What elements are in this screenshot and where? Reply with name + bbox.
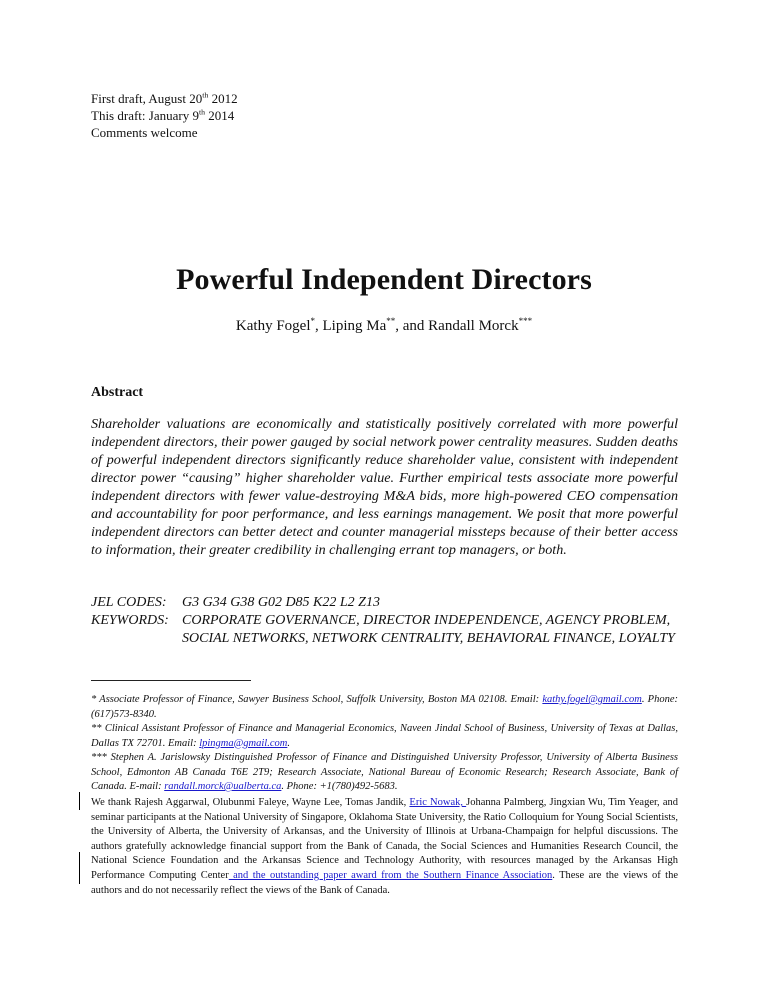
this-draft-line: This draft: January 9th 2014: [91, 107, 235, 123]
revision-bar: [79, 852, 80, 884]
author-footnotes: [91, 693, 678, 795]
abstract-body: Shareholder valuations are economically and statistically positively correlated with more powerful independent directors, their power gauged by social network power centrality measures. Sudden deaths of powerful independent directors significantly reduce shareholder value, consistent with independent director power “causing” higher shareholder value. Further empirical tests associate more powerful independent directors with fewer value-destroying M&A bids, more high-powered CEO compensation and accountability for poor performance, and less earnings management. We posit that more powerful independent directors can better detect and counter managerial missteps because of their better access to information, their greater credibility in challenging errant top managers, or both.: [91, 416, 678, 558]
paper-title: Powerful Independent Directors: [176, 263, 592, 296]
footnote-mark: **: [386, 316, 396, 326]
keywords-value: CORPORATE GOVERNANCE, DIRECTOR INDEPENDENCE, AGENCY PROBLEM, SOCIAL NETWORKS, NETWORK CENTRALITY, BEHAVIORAL FINANCE, LOYALTY: [182, 613, 675, 646]
abstract-heading: Abstract: [91, 385, 144, 400]
keywords-label: KEYWORDS:: [91, 613, 169, 628]
draft-info: [91, 90, 238, 141]
acknowledgement-paragraph: We thank Rajesh Aggarwal, Olubunmi Faleye, Wayne Lee, Tomas Jandik, Eric Nowak, Johanna Palmberg, Jingxian Wu, Tim Yeager, and seminar participants at the National University of Singapore, Oklahoma State University, the Ratio Colloquium for Young Social Scientists, the University of Alberta, the University of Arkansas, and the University of Illinois at Urbana-Champaign for helpful discussions. The authors gratefully acknowledge financial support from the Bank of Canada, the Social Sciences and Humanities Research Council, the National Science Foundation and the Arkansas Science and Technology Authority, with resources managed by the Arkansas High Performance Computing Center and the outstanding paper award from the Southern Finance Association. These are the views of the authors and do not necessarily reflect the views of the Bank of Canada.: [91, 797, 678, 896]
author-name: Randall Morck: [428, 318, 519, 334]
keywords-row: [91, 612, 691, 648]
paper-award-link[interactable]: and the outstanding paper award from the Southern Finance Association: [228, 869, 553, 881]
email-link-ma[interactable]: lpingma@gmail.com: [199, 737, 288, 749]
footnote-mark: ***: [518, 316, 533, 326]
footnote-mark: *: [310, 316, 315, 326]
author-name: Liping Ma: [322, 318, 387, 334]
eric-nowak-link[interactable]: Eric Nowak,: [409, 797, 467, 808]
footnote-fogel: * Associate Professor of Finance, Sawyer Business School, Suffolk University, Boston MA 02108. Email: kathy.fogel@gmail.com. Phone: (617)573-8340.: [91, 694, 679, 720]
revision-bar: [79, 792, 80, 810]
footnote-ma: ** Clinical Assistant Professor of Finance and Managerial Economics, Naveen Jindal School of Business, University of Texas at Dallas, Dallas TX 72701. Email: lpingma@gmail.com.: [91, 723, 678, 749]
email-link-fogel[interactable]: kathy.fogel@gmail.com: [542, 694, 642, 705]
classification-block: [91, 594, 691, 648]
comments-line: Comments welcome: [91, 125, 198, 140]
first-draft-line: First draft, August 20th 2012: [91, 90, 238, 106]
jel-codes-value: G3 G34 G38 G02 D85 K22 L2 Z13: [182, 595, 380, 610]
jel-codes-label: JEL CODES:: [91, 595, 167, 610]
author-list: Kathy Fogel*, Liping Ma**, and Randall Morck***: [235, 316, 533, 334]
footnote-divider: [91, 680, 251, 681]
email-link-morck[interactable]: randall.morck@ualberta.ca: [164, 781, 282, 792]
footnote-morck: *** Stephen A. Jarislowsky Distinguished Professor of Finance and Distinguished University Professor, University of Alberta Business School, Edmonton AB Canada T6E 2T9; Research Associate, National Bureau of Economic Research; Research Associate, Bank of Canada. E-mail: randall.morck@ualberta.ca. Phone: +1(780)492-5683.: [91, 752, 678, 792]
jel-codes-row: [91, 594, 691, 612]
author-name: Kathy Fogel: [235, 318, 311, 334]
